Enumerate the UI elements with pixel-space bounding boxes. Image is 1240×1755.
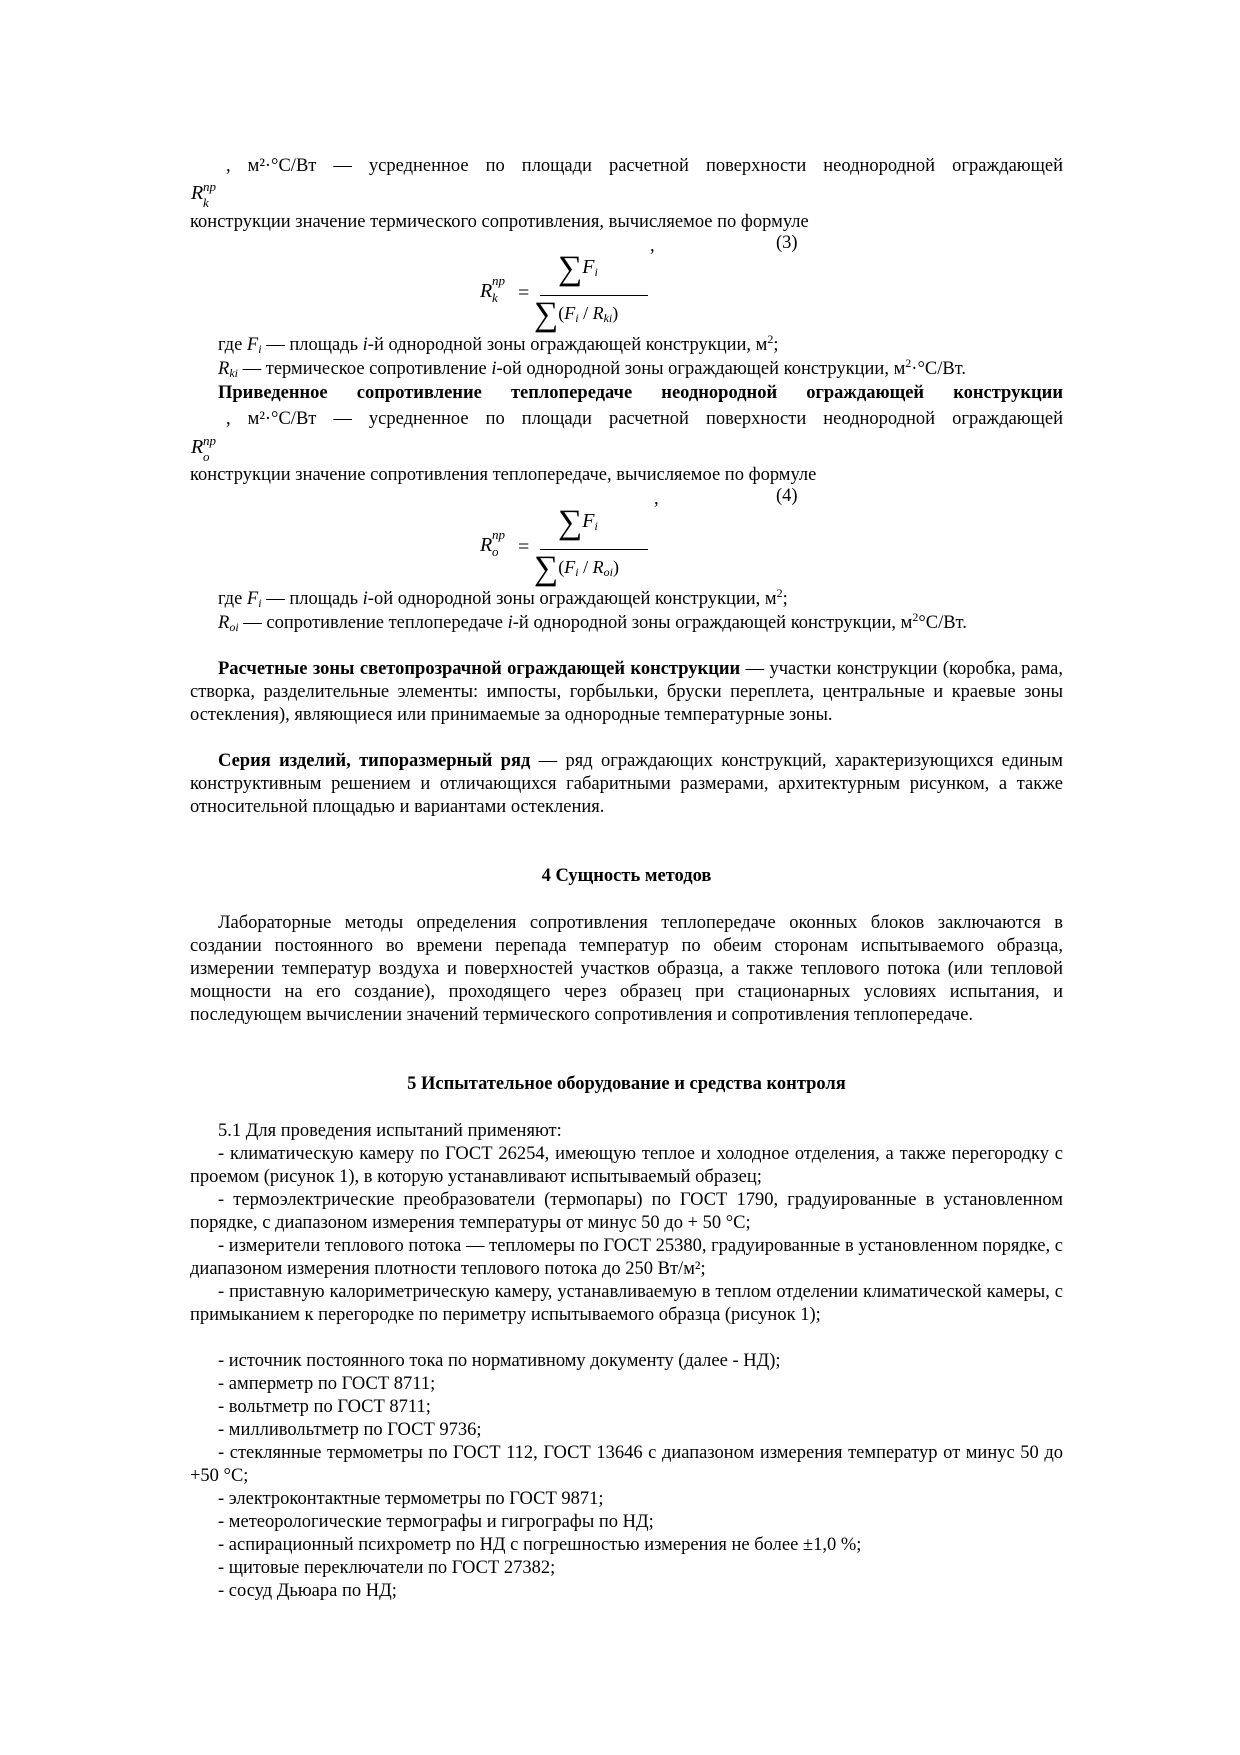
formula-lhs: R пр o bbox=[480, 527, 505, 559]
symbol-sub: k bbox=[203, 195, 209, 210]
formula-lhs: R пр k bbox=[480, 273, 505, 305]
rk-symbol bbox=[191, 179, 216, 210]
formula4-comma: , bbox=[654, 489, 659, 509]
symbol-base: R bbox=[191, 182, 204, 204]
where-fi-4: где $F_i$ — площадь i-ой однородной зоны ограждающей конструкции, $м^2$; bbox=[218, 586, 788, 610]
formula-denominator: $\sum(F_i / R_{ki})$ bbox=[534, 296, 619, 333]
equipment-item: - измерители теплового потока — тепломеры по ГОСТ 25380, градуированные в установленном порядке, с диапазоном измерения плотности теплового потока до 250 Вт/м²; bbox=[190, 1236, 1063, 1279]
equipment-item: - стеклянные термометры по ГОСТ 112, ГОСТ 13646 с диапазоном измерения температур от минус 50 до +50 °С; bbox=[190, 1443, 1063, 1486]
formula4-number: (4) bbox=[776, 486, 798, 506]
formula3-number: (3) bbox=[776, 233, 798, 253]
section-4-title: 4 Сущность методов bbox=[541, 866, 712, 886]
ro-def-line2: конструкции значение сопротивления теплопередаче, вычисляемое по формуле bbox=[190, 465, 817, 485]
formula-denominator: $\sum(F_i / R_{oi})$ bbox=[534, 550, 619, 587]
equipment-item: - сосуд Дьюара по НД; bbox=[218, 1581, 397, 1601]
definition-series: Серия изделий, типоразмерный ряд — ряд ограждающих конструкций, характеризующихся единым конструктивным решением и отличающихся габаритными размерами, архитектурным рисунком, а также относительной площадью и вариантами остекления. bbox=[190, 751, 1063, 817]
formula-numerator: $\sum F_i$ bbox=[558, 250, 598, 287]
equipment-item: - климатическую камеру по ГОСТ 26254, имеющую теплое и холодное отделения, а также перегородку с проемом (рисунок 1), в которую устанавливают испытываемый образец; bbox=[190, 1144, 1063, 1187]
equipment-item: - электроконтактные термометры по ГОСТ 9871; bbox=[218, 1489, 604, 1509]
symbol-sup: пр bbox=[203, 179, 216, 194]
equals-sign: = bbox=[518, 282, 530, 304]
equipment-item: - амперметр по ГОСТ 8711; bbox=[218, 1374, 436, 1394]
equipment-item: - щитовые переключатели по ГОСТ 27382; bbox=[218, 1558, 556, 1578]
where-roi: $R_{oi}$ — сопротивление теплопередаче i-й однородной зоны ограждающей конструкции, $м^2^\circ С/Вт$. bbox=[218, 610, 967, 634]
where-rki: $R_{ki}$ — термическое сопротивление i-ой однородной зоны ограждающей конструкции, $м^2\cdot^\circ С/Вт$. bbox=[218, 356, 966, 380]
equipment-item: - милливольтметр по ГОСТ 9736; bbox=[218, 1420, 482, 1440]
formula-numerator: $\sum F_i$ bbox=[558, 504, 598, 541]
equipment-item: - приставную калориметрическую камеру, устанавливаемую в теплом отделении климатической камеры, с примыканием к перегородке по периметру испытываемого образца (рисунок 1); bbox=[190, 1282, 1063, 1325]
equipment-item: - термоэлектрические преобразователи (термопары) по ГОСТ 1790, градуированные в установленном порядке, с диапазоном измерения температуры от минус 50 до + 50 °С; bbox=[190, 1190, 1063, 1233]
equipment-item: - вольтметр по ГОСТ 8711; bbox=[218, 1397, 431, 1417]
formula-3 bbox=[480, 252, 680, 332]
definition-zones: Расчетные зоны светопрозрачной ограждающей конструкции — участки конструкции (коробка, рама, створка, разделительные элементы: импосты, горбыльки, бруски переплета, центральные и краевые зоны остекления), являющиеся или принимаемые за однородные температурные зоны. bbox=[190, 659, 1063, 725]
formula-4 bbox=[480, 506, 680, 586]
rk-def-line1: , м²·°С/Вт — усредненное по площади расчетной поверхности неоднородной ограждающей bbox=[226, 156, 1063, 176]
equals-sign: = bbox=[518, 536, 530, 558]
formula3-comma: , bbox=[650, 236, 655, 256]
where-fi-3: где $F_i$ — площадь i-й однородной зоны ограждающей конструкции, $м^2$; bbox=[218, 332, 779, 356]
section-4-text: Лабораторные методы определения сопротивления теплопередаче оконных блоков заключаются в создании постоянного во времени перепада температур по обеим сторонам испытываемого образца, измерении температур воздуха и поверхностей участков образца, а также теплового потока (или тепловой мощности на его создание), проходящего через образец при стационарных условиях испытания, и последующем вычислении значений термического сопротивления и сопротивления теплопередаче. bbox=[190, 913, 1063, 1025]
ro-heading: Приведенное сопротивление теплопередаче неоднородной ограждающей конструкции bbox=[218, 383, 1063, 403]
section-5-intro: 5.1 Для проведения испытаний применяют: bbox=[218, 1121, 562, 1141]
ro-symbol: R пр o bbox=[191, 433, 216, 464]
section-5-title: 5 Испытательное оборудование и средства контроля bbox=[407, 1074, 846, 1094]
equipment-item: - источник постоянного тока по нормативному документу (далее - НД); bbox=[218, 1351, 781, 1371]
rk-def-line2: конструкции значение термического сопротивления, вычисляемое по формуле bbox=[190, 212, 809, 232]
equipment-item: - аспирационный психрометр по НД с погрешностью измерения не более ±1,0 %; bbox=[218, 1535, 862, 1555]
equipment-item: - метеорологические термографы и гигрографы по НД; bbox=[218, 1512, 654, 1532]
ro-def-line1: , м²·°С/Вт — усредненное по площади расчетной поверхности неоднородной ограждающей bbox=[226, 409, 1063, 429]
